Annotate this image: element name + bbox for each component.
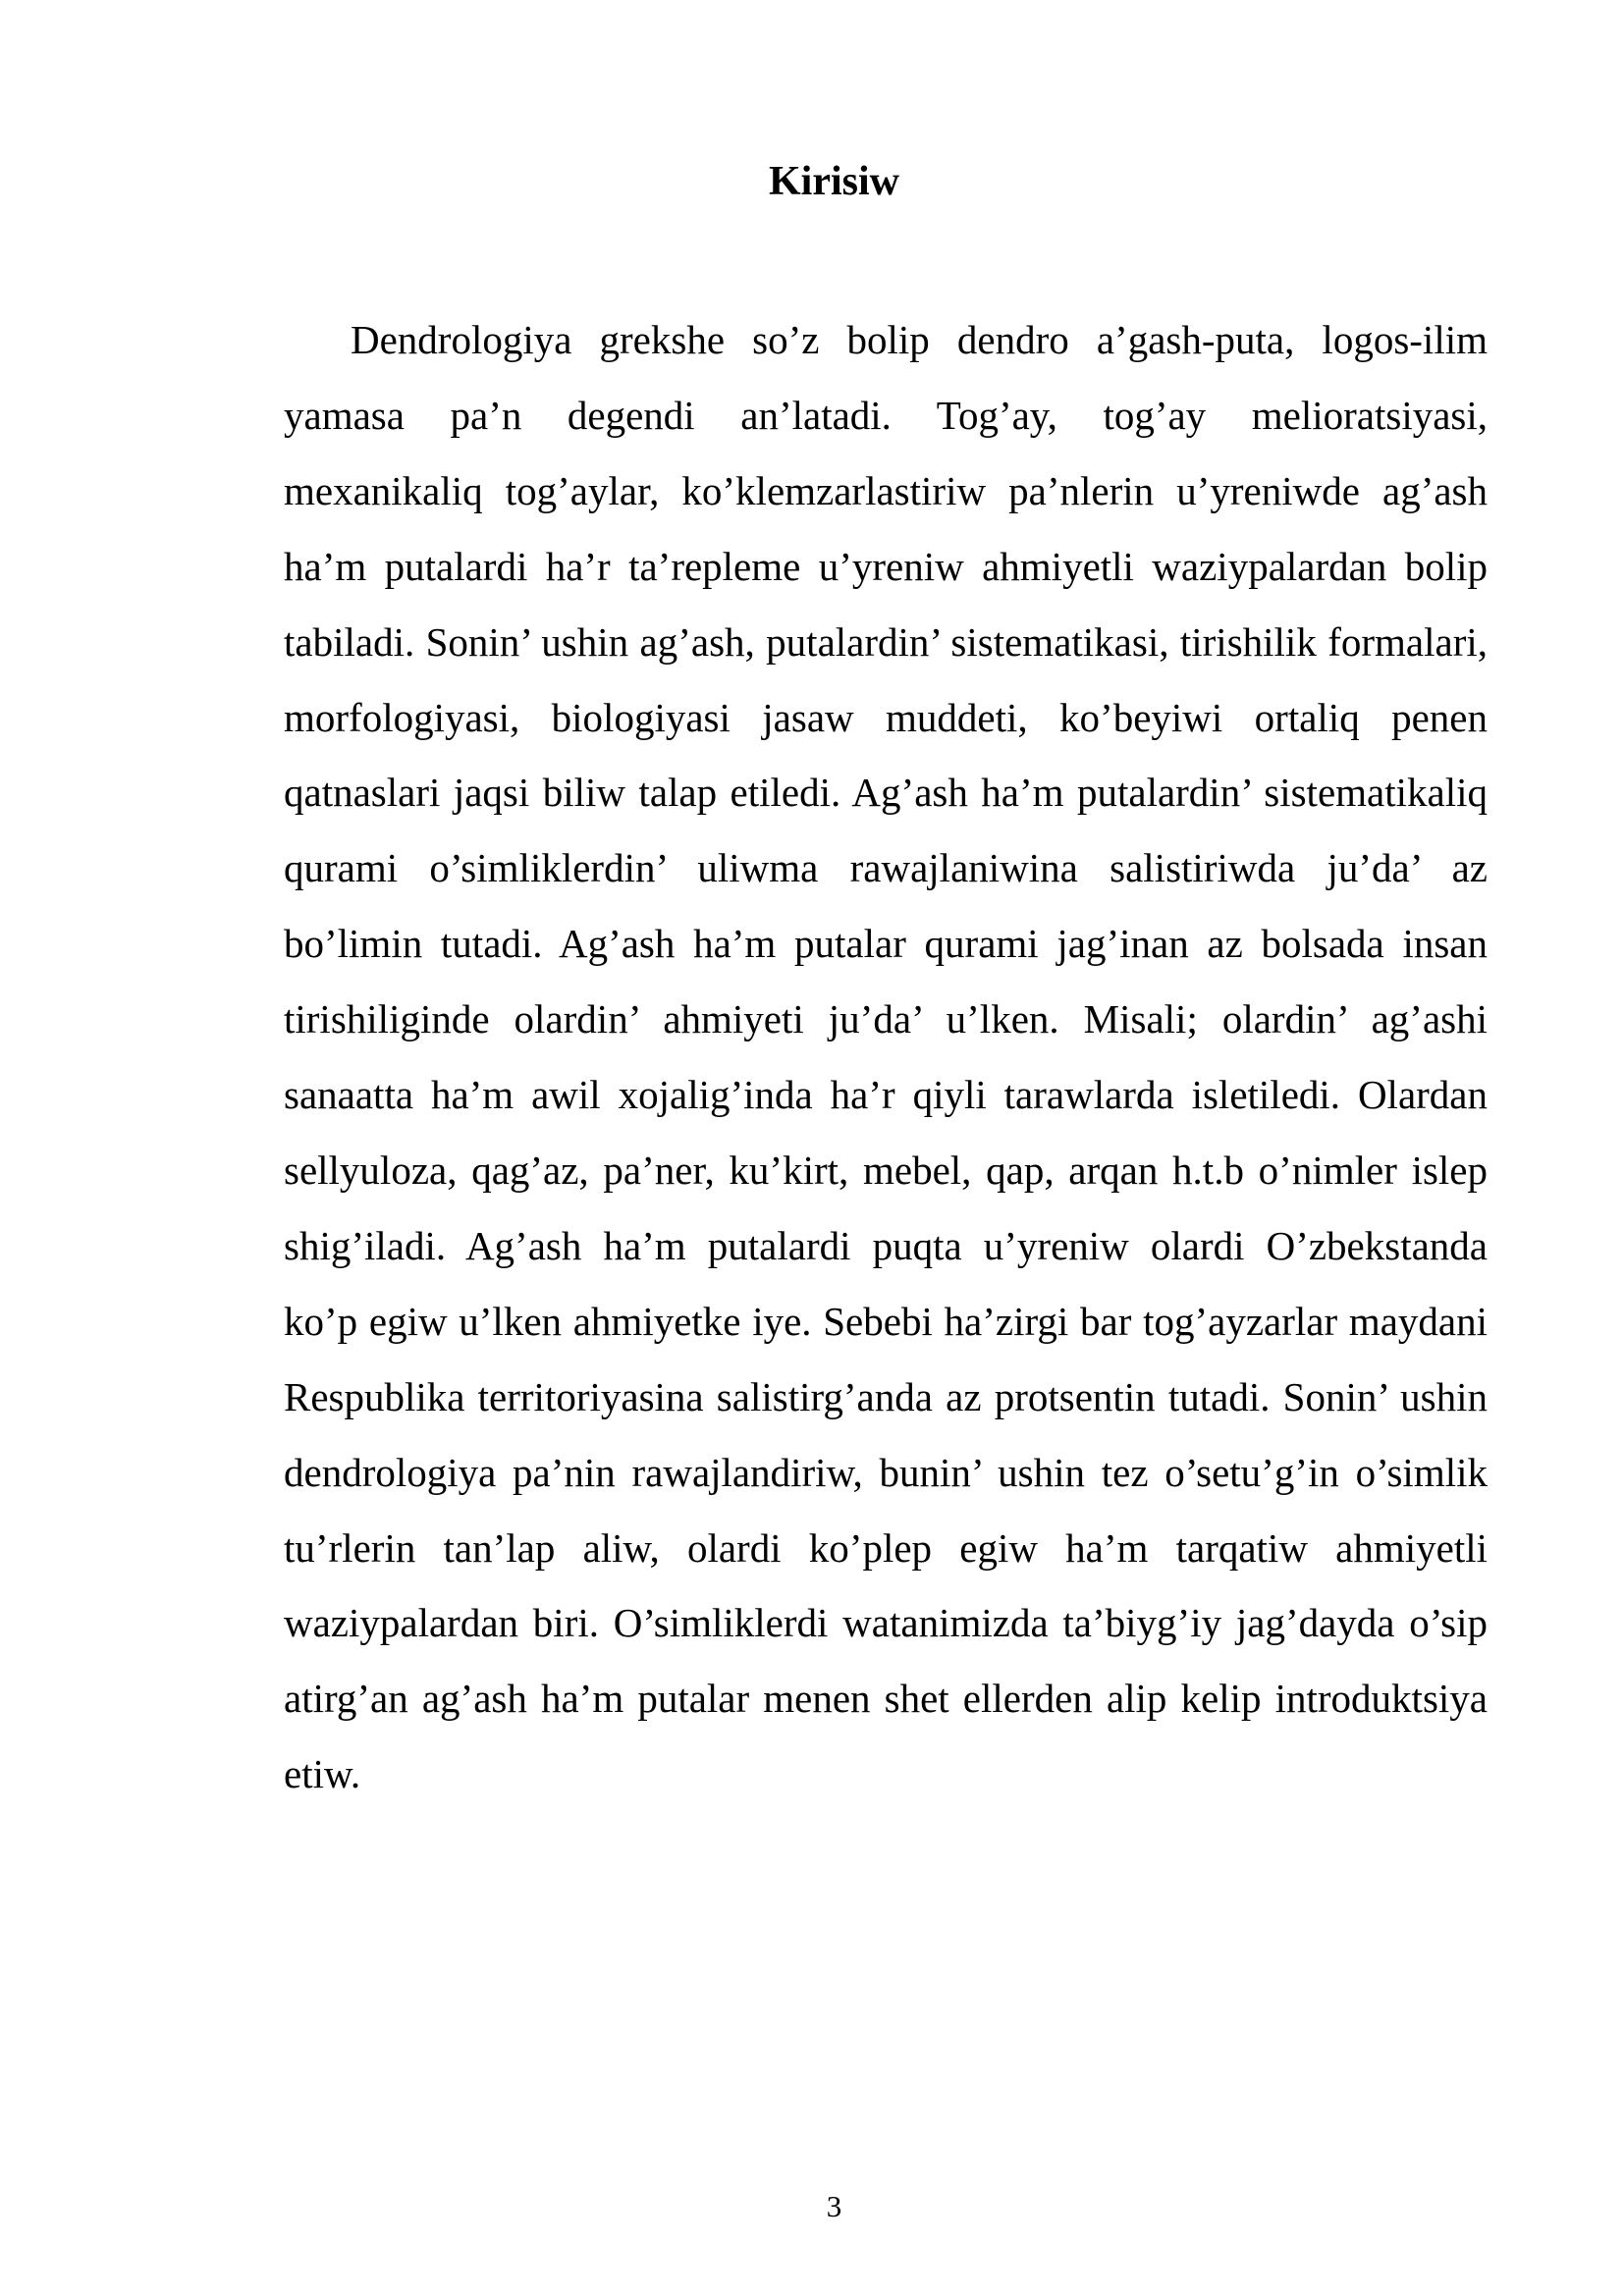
page-title: Kirisiw [769,159,899,204]
page-number: 3 [826,2189,842,2223]
body-paragraph: Dendrologiya grekshe so’z bolip dendro a’gash-puta, logos-ilim yamasa pa’n degendi an’latadi. Tog’ay, tog’ay melioratsiyasi, mexanikaliq tog’aylar, ko’klemzarlastiriw pa’nlerin u’yreniwde ag’ash ha’m putalardi ha’r ta’repleme u’yreniw ahmiyetli waziypalardan bolip tabiladi. Sonin’ ushin ag’ash, putalardin’ sistematikasi, tirishilik formalari, morfologiyasi, biologiyasi jasaw muddeti, ko’beyiwi ortaliq penen qatnaslari jaqsi biliw talap etiledi. Ag’ash ha’m putalardin’ sistematikaliq qurami o’simliklerdin’ uliwma rawajlaniwina salistiriwda ju’da’ az bo’limin tutadi. Ag’ash ha’m putalar qurami jag’inan az bolsada insan tirishiliginde olardin’ ahmiyeti ju’da’ u’lken. Misali; olardin’ ag’ashi sanaatta ha’m awil xojalig’inda ha’r qiyli tarawlarda isletiledi. Olardan sellyuloza, qag’az, pa’ner, ku’kirt, mebel, qap, arqan h.t.b o’nimler islep shig’iladi. Ag’ash ha’m putalardi puqta u’yreniw olardi O’zbekstanda ko’p egiw u’lken ahmiyetke iye. Sebebi ha’zirgi bar tog’ayzarlar maydani Respublika territoriyasina salistirg’anda az protsentin tutadi. Sonin’ ushin dendrologiya pa’nin rawajlandiriw, bunin’ ushin tez o’setu’g’in o’simlik tu’rlerin tan’lap aliw, olardi ko’plep egiw ha’m tarqatiw ahmiyetli waziypalardan biri. O’simliklerdi watanimizda ta’biyg’iy jag’dayda o’sip atirg’an ag’ash ha’m putalar menen shet ellerden alip kelip introduktsiya etiw. [284,317,1488,1797]
